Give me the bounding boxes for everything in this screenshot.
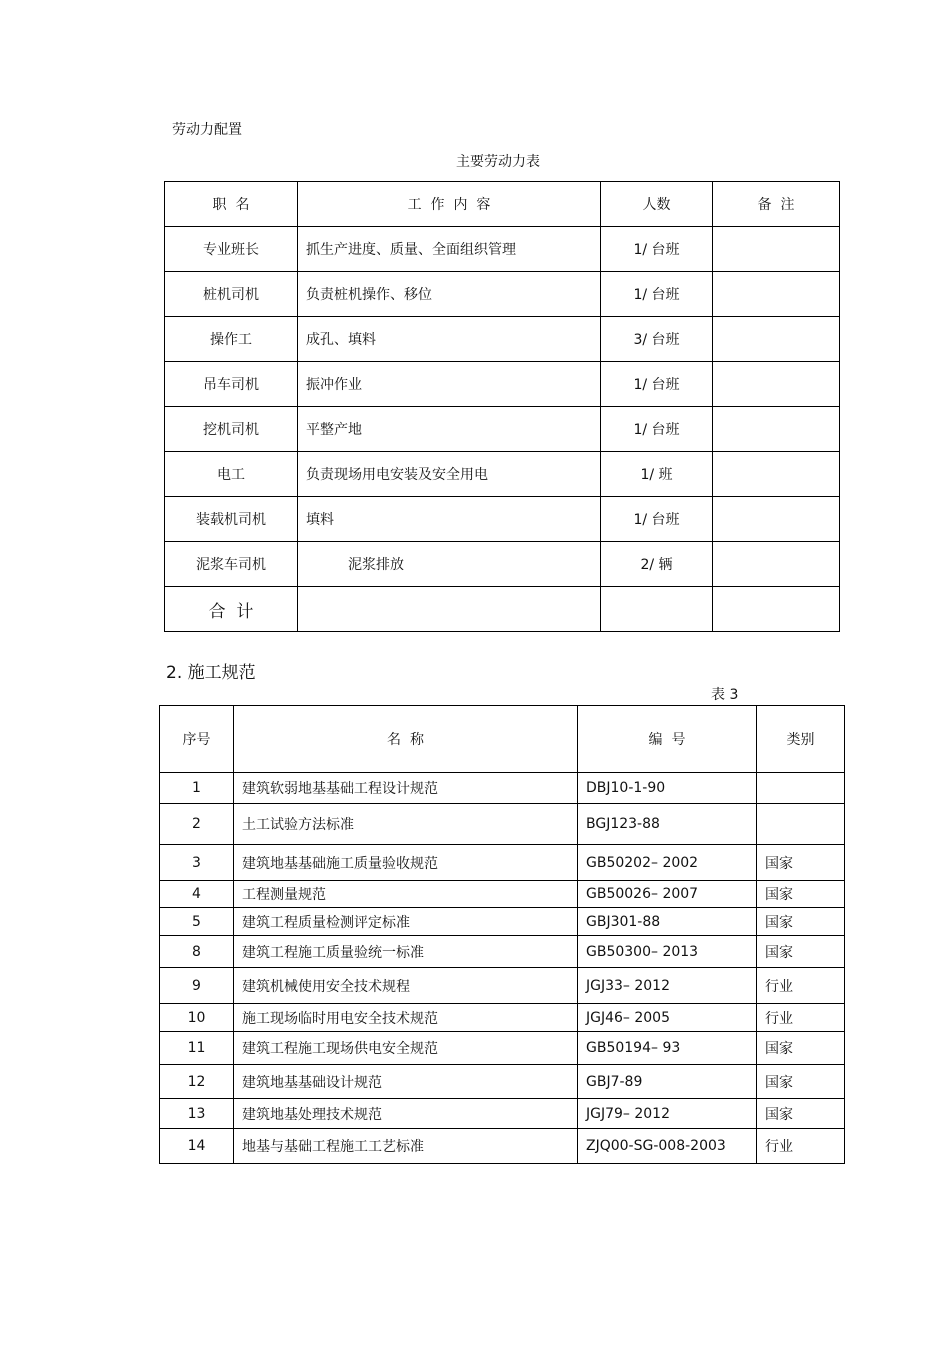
role-cell: 桩机司机 xyxy=(165,272,298,317)
no-cell: 2 xyxy=(160,804,234,845)
count-cell: 1/ 台班 xyxy=(601,497,713,542)
header-content: 工 作 内 容 xyxy=(298,182,601,227)
header-type: 类别 xyxy=(757,706,845,773)
table-row xyxy=(165,497,840,542)
name-cell: 建筑软弱地基基础工程设计规范 xyxy=(234,773,578,804)
table-row xyxy=(165,362,840,407)
name-cell: 建筑工程质量检测评定标准 xyxy=(234,908,578,936)
code-cell: GB50026– 2007 xyxy=(578,881,757,908)
table-row xyxy=(160,1065,845,1099)
role-cell: 操作工 xyxy=(165,317,298,362)
type-cell: 国家 xyxy=(757,908,845,936)
table-row xyxy=(165,452,840,497)
code-cell: GB50300– 2013 xyxy=(578,936,757,968)
no-cell: 4 xyxy=(160,881,234,908)
code-cell: GB50202– 2002 xyxy=(578,845,757,881)
standards-table xyxy=(159,705,845,1164)
code-cell: JGJ33– 2012 xyxy=(578,968,757,1004)
type-cell xyxy=(757,773,845,804)
table-row xyxy=(165,542,840,587)
code-cell: JGJ46– 2005 xyxy=(578,1004,757,1032)
type-cell: 国家 xyxy=(757,1099,845,1129)
table-row xyxy=(160,773,845,804)
content-cell: 成孔、填料 xyxy=(298,317,601,362)
type-cell: 国家 xyxy=(757,936,845,968)
note-cell xyxy=(713,542,840,587)
name-cell: 工程测量规范 xyxy=(234,881,578,908)
note-cell xyxy=(713,227,840,272)
type-cell: 行业 xyxy=(757,1129,845,1164)
no-cell: 3 xyxy=(160,845,234,881)
name-cell: 施工现场临时用电安全技术规范 xyxy=(234,1004,578,1032)
table-row xyxy=(160,1032,845,1065)
table-row xyxy=(160,804,845,845)
name-cell: 土工试验方法标准 xyxy=(234,804,578,845)
header-note: 备 注 xyxy=(713,182,840,227)
no-cell: 13 xyxy=(160,1099,234,1129)
no-cell: 1 xyxy=(160,773,234,804)
total-label: 合 计 xyxy=(165,587,298,632)
header-role: 职 名 xyxy=(165,182,298,227)
code-cell: JGJ79– 2012 xyxy=(578,1099,757,1129)
type-cell: 行业 xyxy=(757,1004,845,1032)
no-cell: 10 xyxy=(160,1004,234,1032)
no-cell: 8 xyxy=(160,936,234,968)
code-cell: BGJ123-88 xyxy=(578,804,757,845)
standards-section-title: 2. 施工规范 xyxy=(166,663,256,683)
name-cell: 建筑机械使用安全技术规程 xyxy=(234,968,578,1004)
type-cell: 国家 xyxy=(757,845,845,881)
content-cell: 平整产地 xyxy=(298,407,601,452)
standards-table-label: 表 3 xyxy=(711,687,739,703)
note-cell xyxy=(713,407,840,452)
type-cell: 国家 xyxy=(757,1065,845,1099)
header-name: 名 称 xyxy=(234,706,578,773)
count-cell: 1/ 班 xyxy=(601,452,713,497)
role-cell: 专业班长 xyxy=(165,227,298,272)
header-count: 人数 xyxy=(601,182,713,227)
content-cell: 抓生产进度、质量、全面组织管理 xyxy=(298,227,601,272)
count-cell: 2/ 辆 xyxy=(601,542,713,587)
total-note-cell xyxy=(713,587,840,632)
type-cell xyxy=(757,804,845,845)
total-count-cell xyxy=(601,587,713,632)
content-cell: 填料 xyxy=(298,497,601,542)
role-cell: 装载机司机 xyxy=(165,497,298,542)
table-row xyxy=(165,317,840,362)
name-cell: 建筑地基处理技术规范 xyxy=(234,1099,578,1129)
type-cell: 国家 xyxy=(757,1032,845,1065)
note-cell xyxy=(713,272,840,317)
total-row xyxy=(165,587,840,632)
role-cell: 泥浆车司机 xyxy=(165,542,298,587)
name-cell: 地基与基础工程施工工艺标准 xyxy=(234,1129,578,1164)
count-cell: 1/ 台班 xyxy=(601,407,713,452)
note-cell xyxy=(713,317,840,362)
note-cell xyxy=(713,452,840,497)
role-cell: 挖机司机 xyxy=(165,407,298,452)
header-code: 编 号 xyxy=(578,706,757,773)
type-cell: 行业 xyxy=(757,968,845,1004)
header-no: 序号 xyxy=(160,706,234,773)
content-cell: 泥浆排放 xyxy=(298,542,601,587)
count-cell: 3/ 台班 xyxy=(601,317,713,362)
table-row xyxy=(160,1129,845,1164)
content-cell: 负责现场用电安装及安全用电 xyxy=(298,452,601,497)
no-cell: 9 xyxy=(160,968,234,1004)
count-cell: 1/ 台班 xyxy=(601,272,713,317)
table-row xyxy=(160,908,845,936)
table-row xyxy=(160,845,845,881)
code-cell: GBJ7-89 xyxy=(578,1065,757,1099)
name-cell: 建筑地基基础设计规范 xyxy=(234,1065,578,1099)
no-cell: 11 xyxy=(160,1032,234,1065)
table-row xyxy=(160,881,845,908)
code-cell: GBJ301-88 xyxy=(578,908,757,936)
labor-table xyxy=(164,181,840,632)
name-cell: 建筑工程施工质量验统一标准 xyxy=(234,936,578,968)
table-row xyxy=(160,936,845,968)
labor-section-title: 劳动力配置 xyxy=(172,122,242,138)
type-cell: 国家 xyxy=(757,881,845,908)
count-cell: 1/ 台班 xyxy=(601,227,713,272)
no-cell: 14 xyxy=(160,1129,234,1164)
table-row xyxy=(165,407,840,452)
name-cell: 建筑地基基础施工质量验收规范 xyxy=(234,845,578,881)
table-row xyxy=(160,968,845,1004)
total-content-cell xyxy=(298,587,601,632)
table-row xyxy=(165,272,840,317)
table-row xyxy=(165,227,840,272)
role-cell: 吊车司机 xyxy=(165,362,298,407)
content-cell: 振冲作业 xyxy=(298,362,601,407)
labor-header-row xyxy=(165,182,840,227)
note-cell xyxy=(713,362,840,407)
table-row xyxy=(160,1004,845,1032)
note-cell xyxy=(713,497,840,542)
code-cell: DBJ10-1-90 xyxy=(578,773,757,804)
count-cell: 1/ 台班 xyxy=(601,362,713,407)
standards-header-row xyxy=(160,706,845,773)
code-cell: GB50194– 93 xyxy=(578,1032,757,1065)
content-cell: 负责桩机操作、移位 xyxy=(298,272,601,317)
table-row xyxy=(160,1099,845,1129)
name-cell: 建筑工程施工现场供电安全规范 xyxy=(234,1032,578,1065)
labor-table-title: 主要劳动力表 xyxy=(456,154,540,170)
code-cell: ZJQ00-SG-008-2003 xyxy=(578,1129,757,1164)
role-cell: 电工 xyxy=(165,452,298,497)
no-cell: 5 xyxy=(160,908,234,936)
no-cell: 12 xyxy=(160,1065,234,1099)
